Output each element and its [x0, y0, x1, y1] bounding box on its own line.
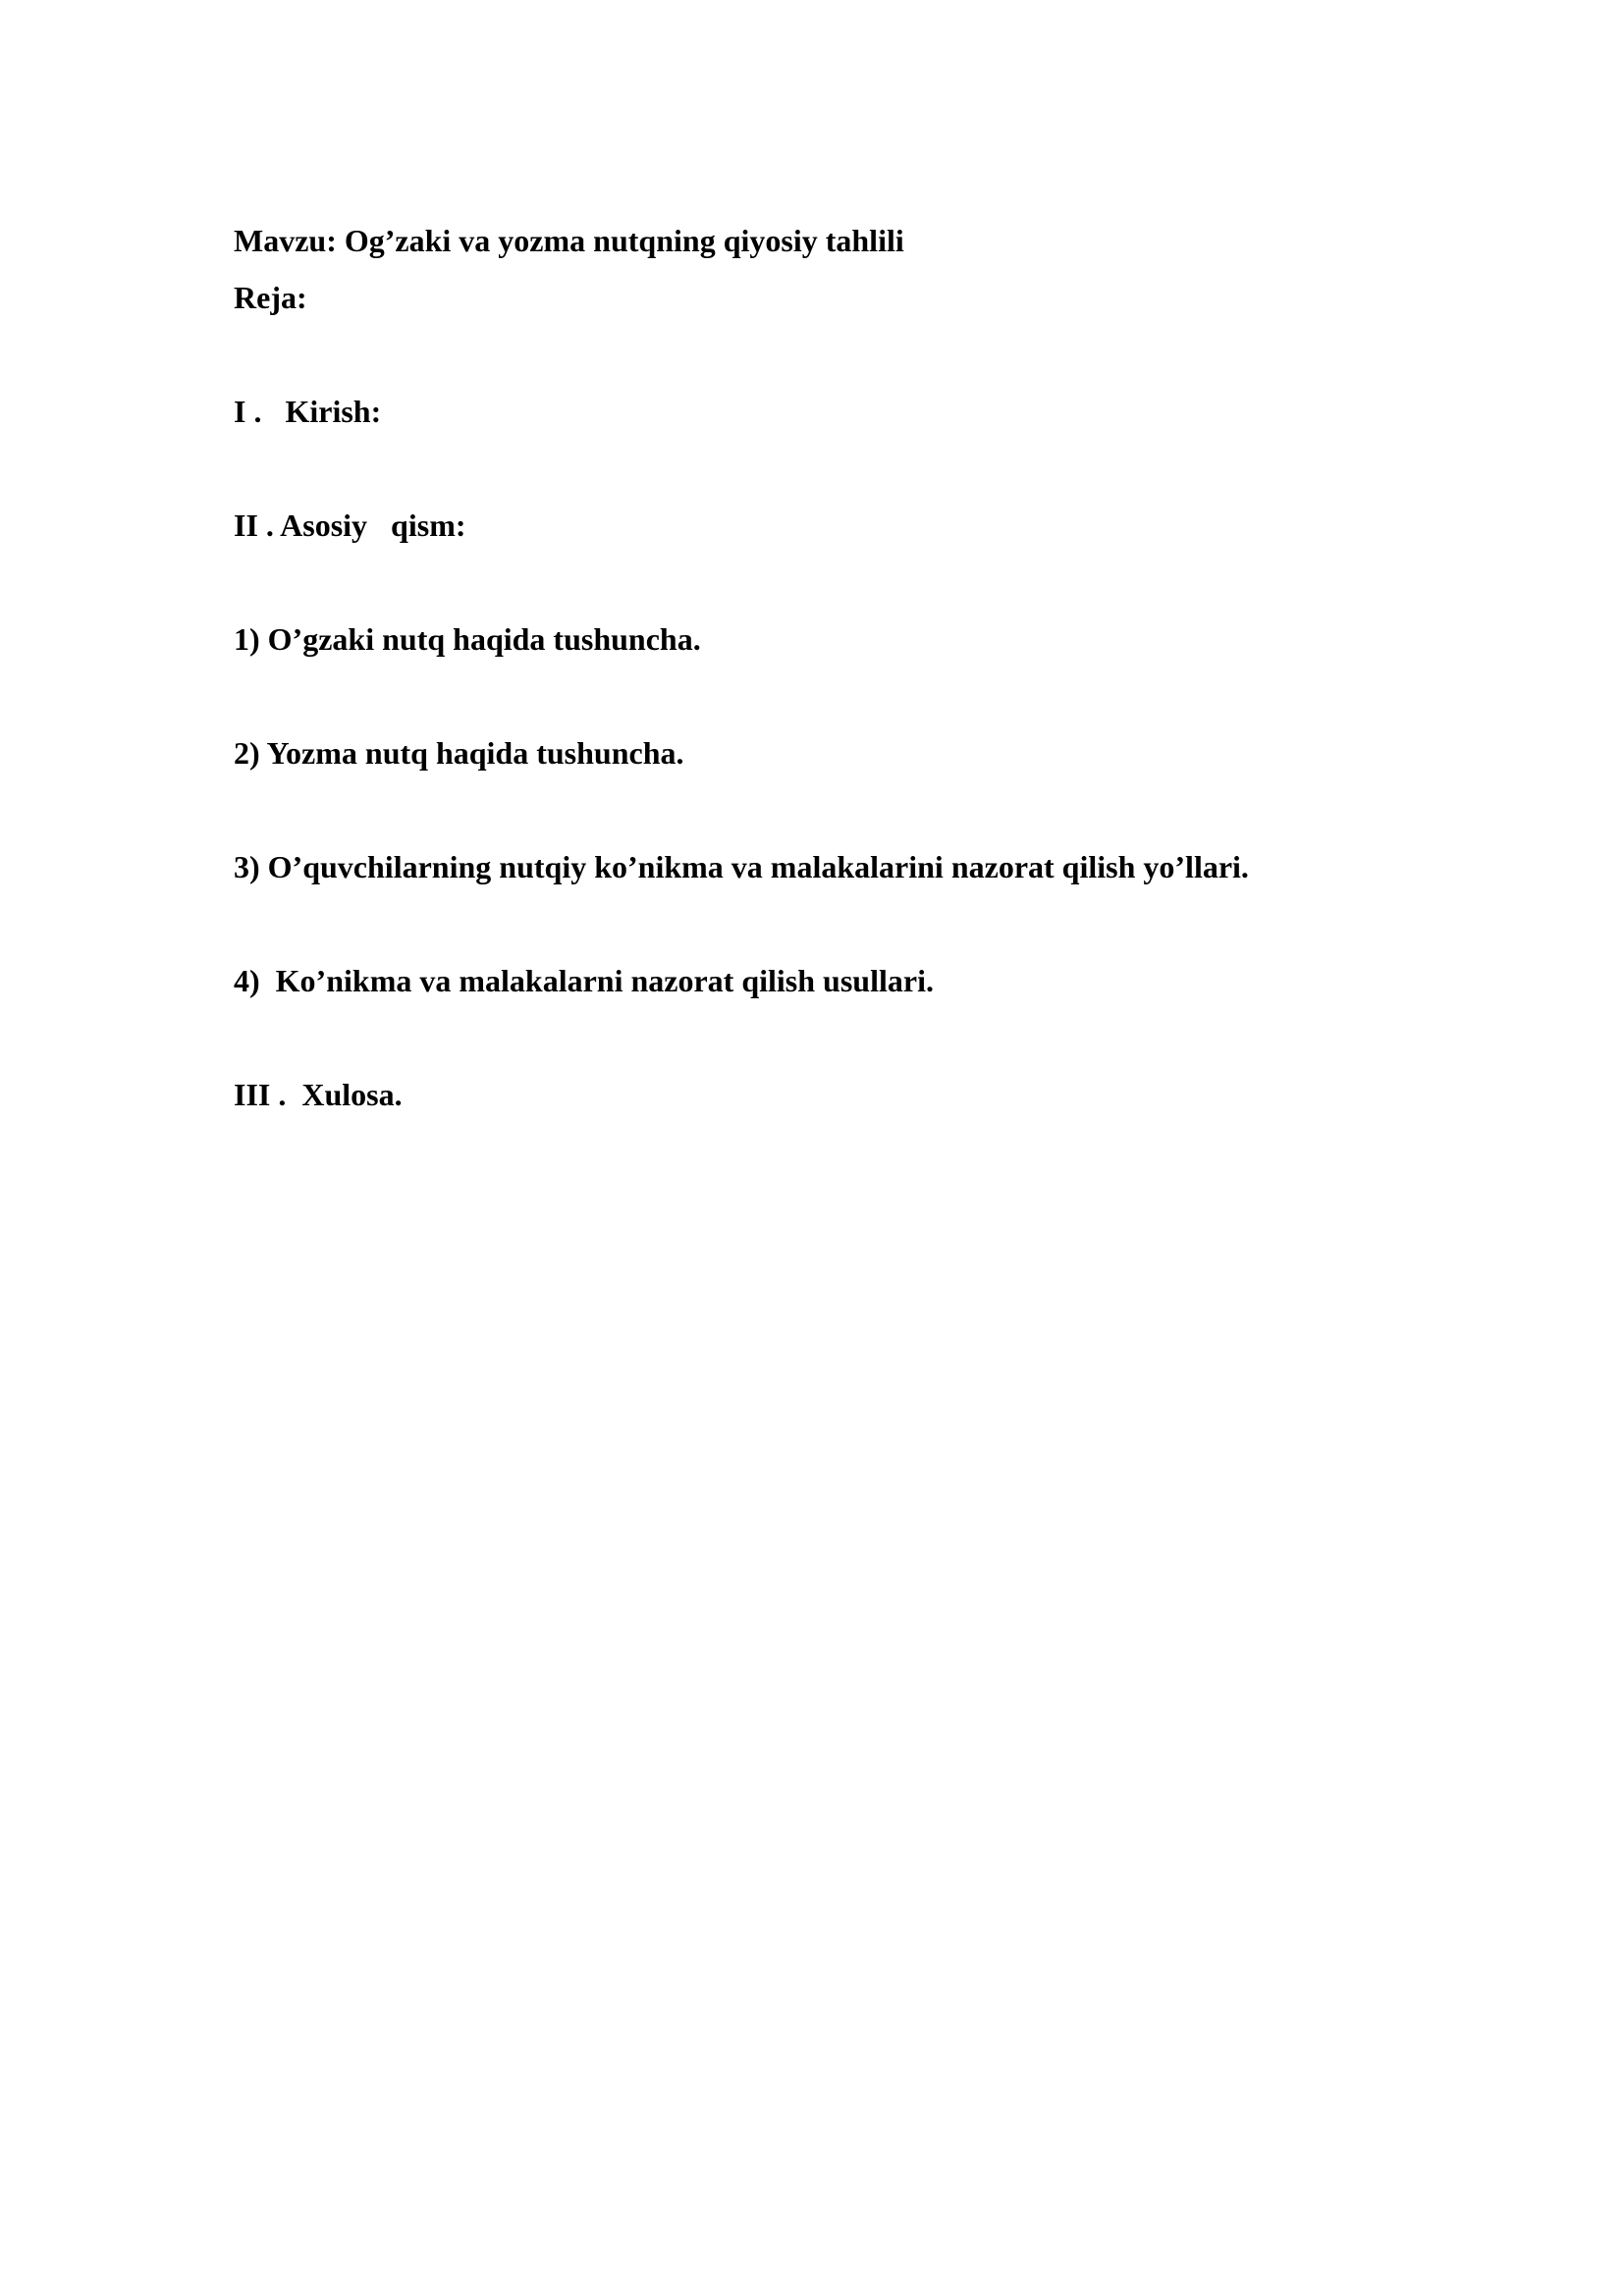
plan-heading: Reja: [234, 280, 307, 315]
plan-item-main-part: II . Asosiy qism: [234, 507, 466, 543]
plan-item-conclusion: III . Xulosa. [234, 1077, 403, 1112]
plan-subitem-4: 4) Ko’nikma va malakalarni nazorat qilish usullari. [234, 963, 934, 998]
plan-item-intro: I . Kirish: [234, 394, 382, 429]
document-title: Mavzu: Og’zaki va yozma nutqning qiyosiy tahlili [234, 223, 904, 258]
plan-subitem-3: 3) O’quvchilarning nutqiy ko’nikma va malakalarini nazorat qilish yo’llari. [234, 849, 1249, 884]
plan-subitem-1: 1) O’gzaki nutq haqida tushuncha. [234, 621, 701, 657]
plan-subitem-2: 2) Yozma nutq haqida tushuncha. [234, 735, 684, 771]
